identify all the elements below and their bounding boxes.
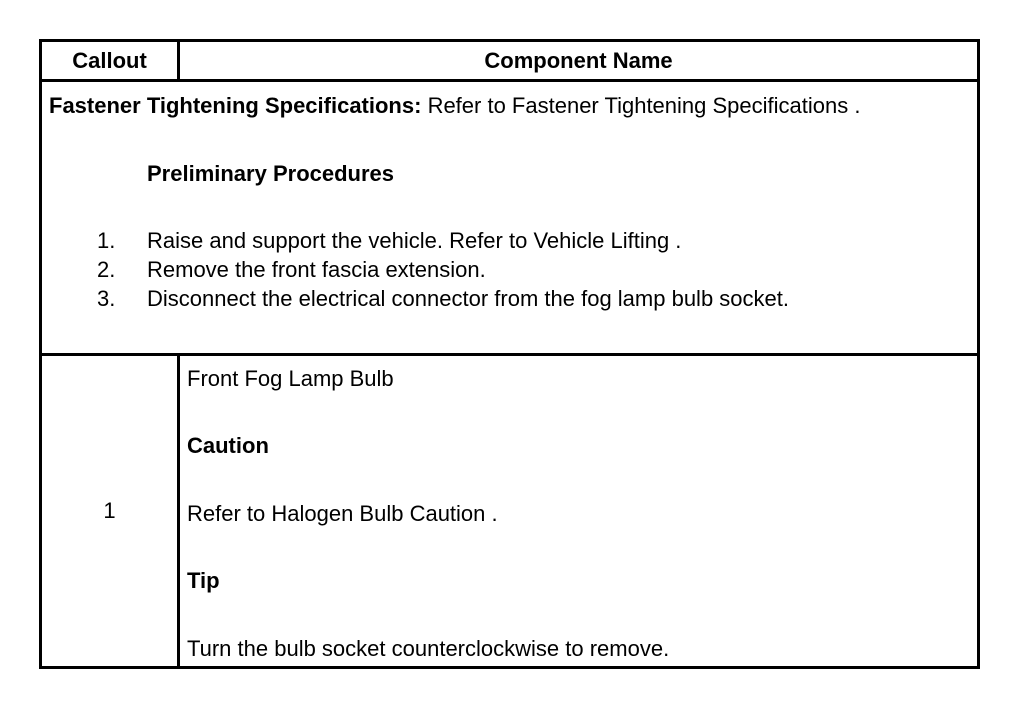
list-item	[42, 228, 977, 257]
caution-link[interactable]: Refer to Halogen Bulb Caution .	[187, 501, 498, 526]
tip-label: Tip	[187, 568, 220, 593]
fastener-spec-line	[49, 93, 860, 119]
step-number: 3.	[97, 286, 116, 311]
header-callout: Callout	[42, 42, 180, 79]
table-header-row	[42, 42, 977, 82]
component-name: Front Fog Lamp Bulb	[187, 366, 394, 391]
step-text[interactable]: Raise and support the vehicle. Refer to Vehicle Lifting .	[147, 228, 682, 253]
tip-text: Turn the bulb socket counterclockwise to remove.	[187, 636, 670, 661]
table-row	[42, 356, 977, 666]
step-text: Disconnect the electrical connector from the fog lamp bulb socket.	[147, 286, 789, 311]
step-text: Remove the front fascia extension.	[147, 257, 486, 282]
fastener-spec-label: Fastener Tightening Specifications:	[49, 93, 422, 118]
preliminary-section	[42, 82, 977, 356]
fastener-spec-link[interactable]: Refer to Fastener Tightening Specifications .	[427, 93, 861, 118]
header-component-name: Component Name	[484, 47, 673, 73]
procedure-steps-list	[42, 228, 977, 315]
list-item	[42, 286, 977, 315]
step-number: 2.	[97, 257, 116, 282]
step-number: 1.	[97, 228, 116, 253]
procedure-table	[39, 39, 980, 669]
caution-label: Caution	[187, 433, 269, 458]
preliminary-procedures-title: Preliminary Procedures	[147, 161, 395, 186]
row-callout-number: 1	[42, 356, 180, 666]
list-item	[42, 257, 977, 286]
